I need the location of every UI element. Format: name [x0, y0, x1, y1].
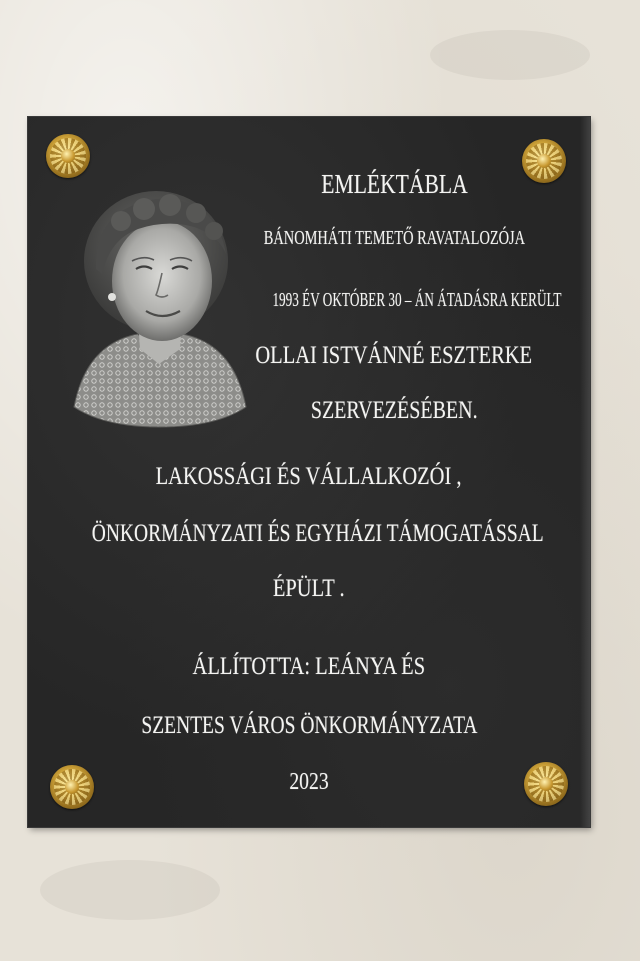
plaque-line-5: LAKOSSÁGI ÉS VÁLLALKOZÓI , — [156, 463, 462, 490]
wall-stain — [40, 860, 220, 920]
plaque-year: 2023 — [289, 769, 329, 795]
wall-stain — [430, 30, 590, 80]
plaque-line-3: OLLAI ISTVÁNNÉ ESZTERKE — [255, 342, 533, 369]
plaque-line-4: SZERVEZÉSÉBEN. — [310, 397, 478, 424]
plaque-line-2: 1993 ÉV OKTÓBER 30 – ÁN ÁTADÁSRA KERÜLT — [272, 289, 562, 311]
plaque-line-6: ÖNKORMÁNYZATI ÉS EGYHÁZI TÁMOGATÁSSAL — [91, 520, 544, 547]
memorial-plaque — [28, 117, 590, 827]
plaque-title: EMLÉKTÁBLA — [320, 169, 468, 199]
plaque-line-9: SZENTES VÁROS ÖNKORMÁNYZATA — [140, 712, 478, 739]
plaque-line-8: ÁLLÍTOTTA: LEÁNYA ÉS — [192, 653, 426, 680]
plaque-line-1: BÁNOMHÁTI TEMETŐ RAVATALOZÓJA — [263, 227, 525, 249]
plaque-line-7: ÉPÜLT . — [273, 575, 345, 602]
